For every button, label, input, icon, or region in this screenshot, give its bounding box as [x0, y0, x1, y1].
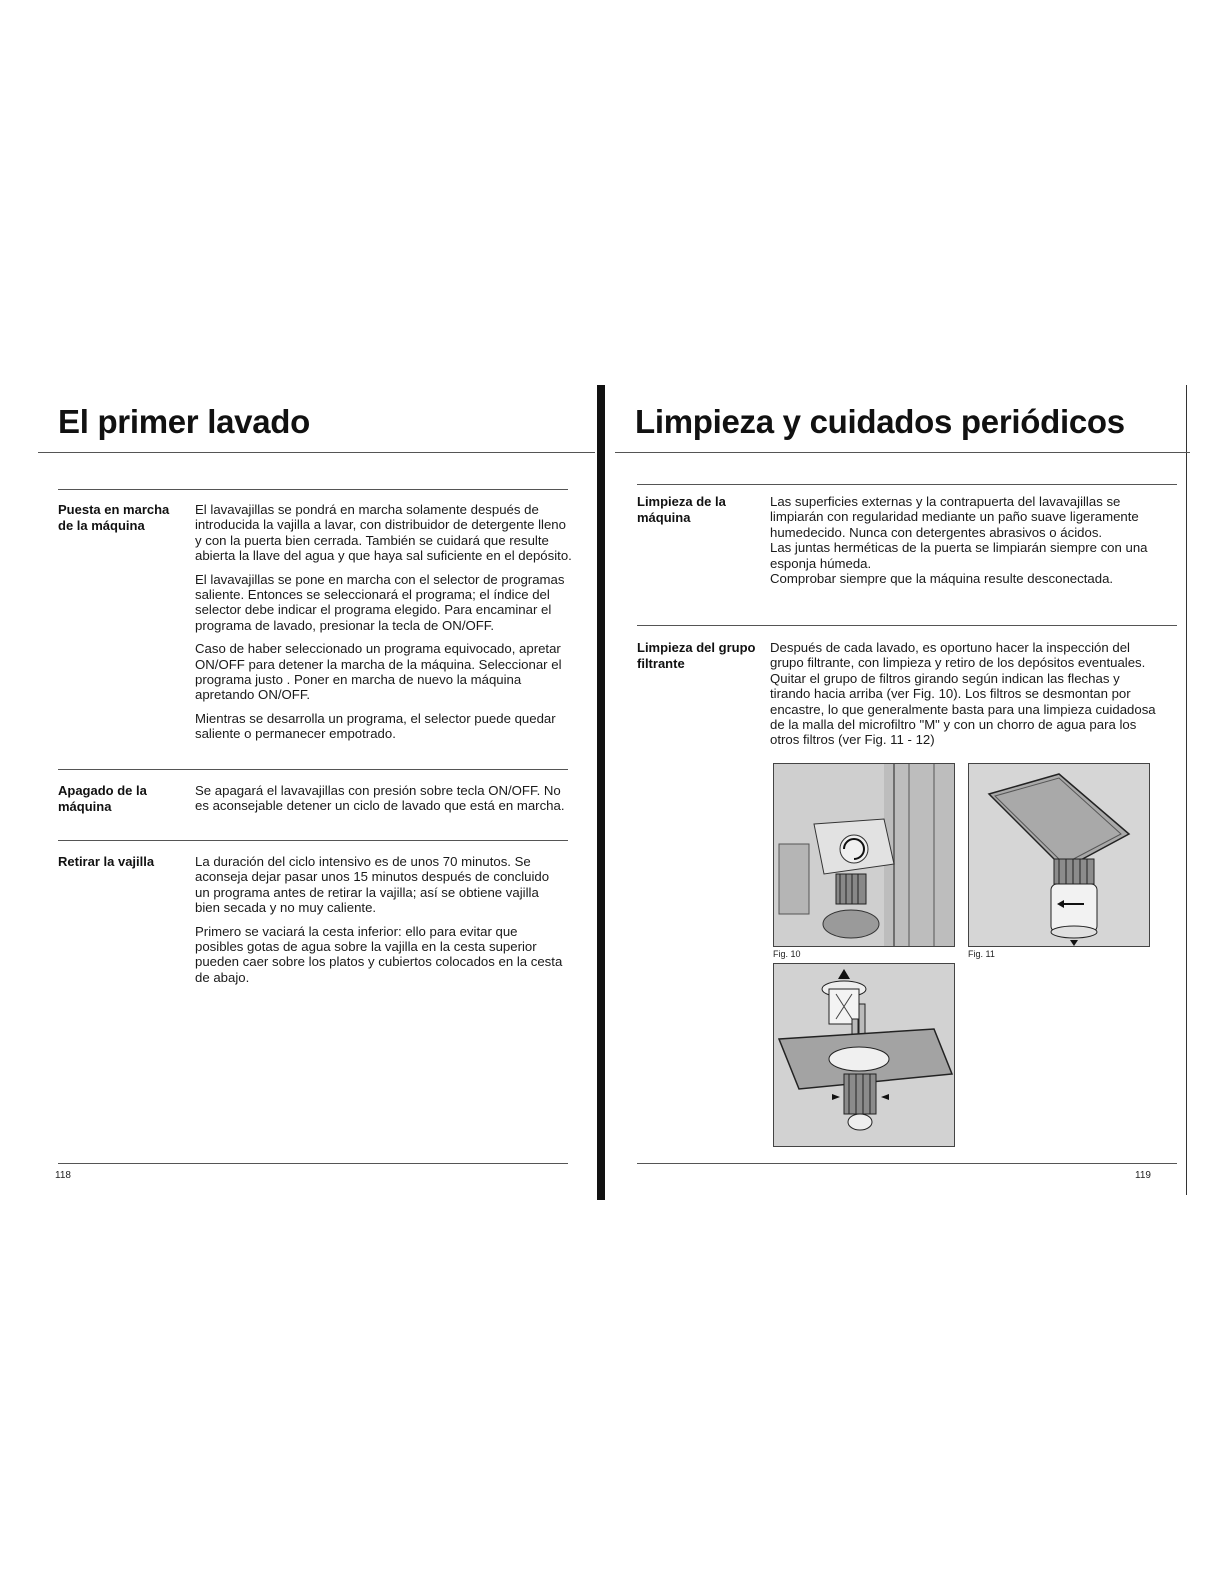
section-body	[195, 502, 573, 750]
paragraph: Mientras se desarrolla un programa, el selector puede quedar saliente o permanecer empotrado.	[195, 710, 556, 742]
figure-caption: Fig. 11	[968, 949, 995, 959]
paragraph: Primero se vaciará la cesta inferior: ello para evitar que posibles gotas de agua sobre la vajilla en la cesta superior pueden caer sobre los platos y cubiertos colocados en la cesta de abajo.	[195, 923, 563, 985]
paragraph: Las juntas herméticas de la puerta se limpiarán siempre con una esponja húmeda.	[770, 540, 1148, 571]
section-divider	[58, 769, 568, 770]
filter-removal-illustration	[773, 763, 955, 947]
paragraph: Se apagará el lavavajillas con presión sobre tecla ON/OFF. No es aconsejable detener un ciclo de lavado que está en marcha.	[195, 783, 565, 814]
section-divider	[58, 840, 568, 841]
section-divider	[637, 625, 1177, 626]
title-rule	[38, 452, 595, 453]
section-label: Apagado de la máquina	[58, 783, 147, 814]
page-title: Limpieza y cuidados periódicos	[635, 403, 1125, 440]
section-label: Puesta en marcha de la máquina	[58, 502, 170, 533]
title-rule	[615, 452, 1190, 453]
footer-rule	[58, 1163, 568, 1164]
section-body	[195, 783, 565, 822]
paragraph: Comprobar siempre que la máquina resulte desconectada.	[770, 571, 1114, 587]
paragraph: Después de cada lavado, es oportuno hacer la inspección del grupo filtrante, con limpieza y retiro de los depósitos eventuales. Quitar el grupo de filtros girando según indican las flechas y tirando hacia arriba (ver Fig. 10). Los filtros se desmontan por encastre, lo que generalmente basta para una limpieza cuidadosa de la malla del microfiltro "M" y con un chorro de agua para los otros filtros (ver Fig. 11 - 12)	[770, 640, 1156, 748]
section-body	[195, 854, 567, 993]
paragraph: Las superficies externas y la contrapuerta del lavavajillas se limpiarán con regularidad mediante un paño suave ligeramente humedecido. Nunca con detergentes abrasivos o ácidos.	[770, 494, 1139, 540]
left-page	[0, 0, 600, 1585]
section-body	[770, 640, 1160, 756]
right-page	[605, 0, 1225, 1585]
figure-caption: Fig. 10	[773, 949, 801, 959]
paragraph: El lavavajillas se pone en marcha con el selector de programas saliente. Entonces se seleccionará el programa; el índice del selector debe indicar el programa elegido. Para encaminar el programa de lavado, presionar la tecla de ON/OFF.	[195, 571, 565, 633]
section-label: Retirar la vajilla	[58, 854, 155, 869]
footer-rule	[637, 1163, 1177, 1164]
section-body	[770, 494, 1155, 586]
filter-assembly-illustration	[968, 763, 1150, 947]
paragraph: Caso de haber seleccionado un programa equivocado, apretar ON/OFF para detener la marcha de la máquina. Seleccionar el programa justo . Poner en marcha de nuevo la máquina apretando ON/OFF.	[195, 641, 562, 703]
section-label: Limpieza de la máquina	[637, 494, 726, 525]
section-divider	[58, 489, 568, 490]
paragraph: La duración del ciclo intensivo es de unos 70 minutos. Se aconseja dejar pasar unos 15 minutos después de concluido un programa antes de retirar la vajilla; así se obtiene vajilla bien secada y no muy caliente.	[195, 854, 550, 916]
page-title: El primer lavado	[58, 403, 310, 440]
paragraph: El lavavajillas se pondrá en marcha solamente después de introducida la vajilla a lavar, con distribuidor de detergente lleno y con la puerta bien cerrada. También se cuidará que resulte abierta la llave del agua y que haya sal suficiente en el depósito.	[195, 502, 572, 564]
page-number: 119	[1135, 1170, 1151, 1181]
filter-disassembly-illustration	[773, 963, 955, 1147]
section-label: Limpieza del grupo filtrante	[637, 640, 756, 671]
page-number: 118	[55, 1170, 71, 1181]
section-divider	[637, 484, 1177, 485]
